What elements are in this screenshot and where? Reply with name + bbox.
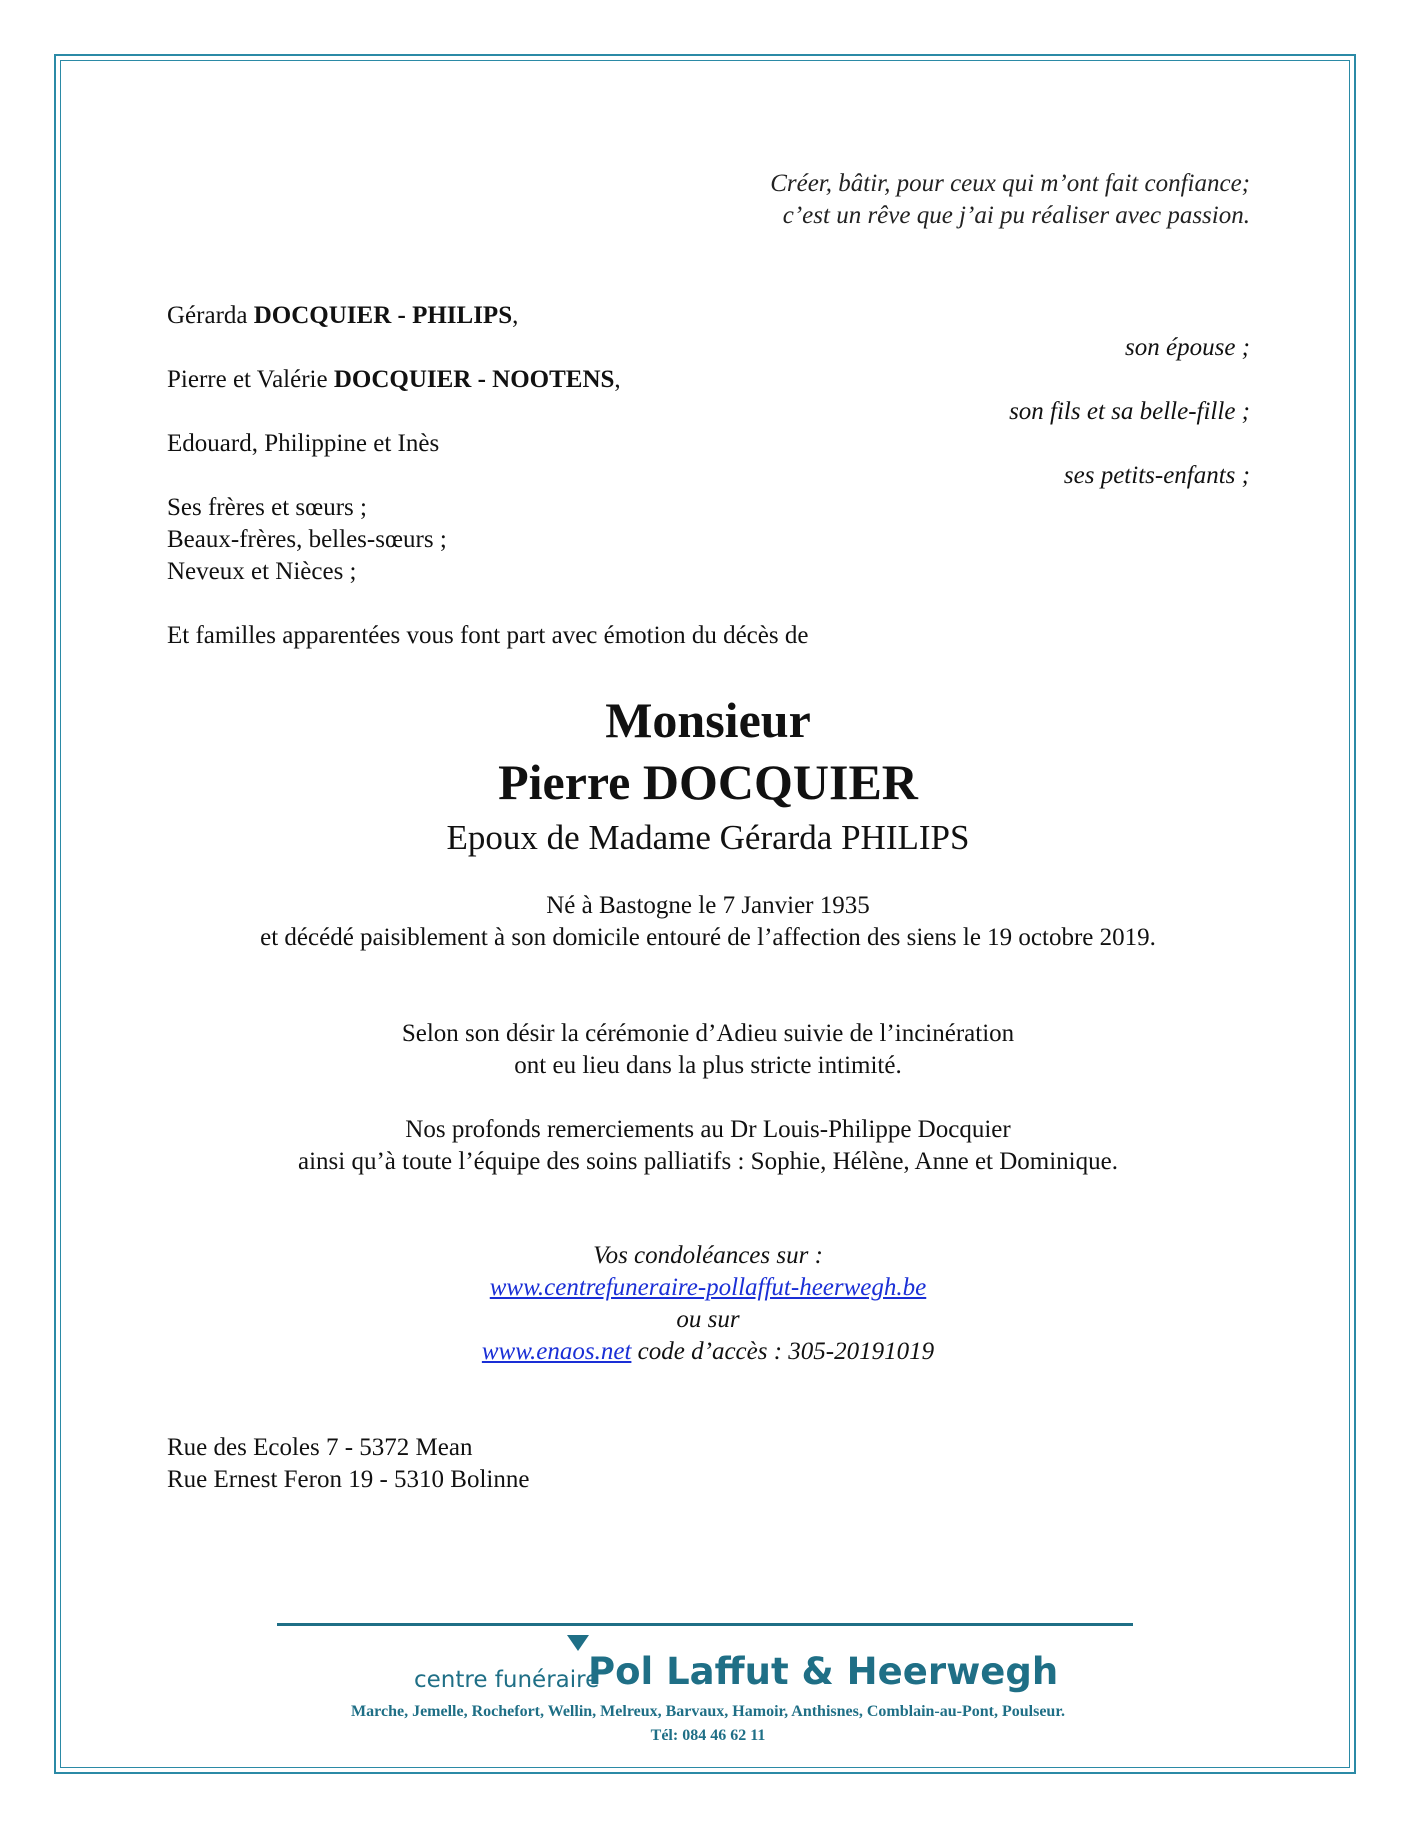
epigraph: [770, 168, 1250, 232]
relatives-line-1: Ses frères et sœurs ;: [167, 494, 367, 521]
logo-subtitle: centre funéraire: [414, 1667, 600, 1693]
logo-brand: Pol Laffut & Heerwegh: [588, 1650, 1059, 1693]
deceased-title: Monsieur: [605, 692, 811, 748]
logo-phone: Tél: 084 46 62 11: [650, 1727, 766, 1744]
relatives-line-2: Beaux-frères, belles-sœurs ;: [167, 526, 447, 553]
address-line-2: Rue Ernest Feron 19 - 5310 Bolinne: [167, 1466, 530, 1493]
family-role-son: son fils et sa belle-fille ;: [1009, 398, 1250, 425]
family-member-spouse: Gérarda DOCQUIER - PHILIPS,: [167, 302, 519, 329]
announcement-text: Et familles apparentées vous font part avec émotion du décès de: [167, 622, 809, 649]
condolences-link-line-2: [0, 1336, 1416, 1368]
condolences-link-1[interactable]: www.centrefuneraire-pollaffut-heerwegh.be: [489, 1274, 927, 1301]
epigraph-line-1: Créer, bâtir, pour ceux qui m’ont fait confiance;: [770, 170, 1250, 197]
family-role-grandchildren: ses petits-enfants ;: [1063, 462, 1250, 489]
address-line-1: Rue des Ecoles 7 - 5372 Mean: [167, 1434, 473, 1461]
thanks-line-2: ainsi qu’à toute l’équipe des soins palliatifs : Sophie, Hélène, Anne et Dominique.: [298, 1148, 1118, 1175]
relatives-line-3: Neveux et Nièces ;: [167, 558, 357, 585]
condolences-or: ou sur: [676, 1306, 740, 1333]
deceased-name: Pierre DOCQUIER: [498, 754, 918, 810]
condolences-link-2[interactable]: www.enaos.net: [481, 1338, 632, 1365]
death-line: et décédé paisiblement à son domicile entouré de l’affection des siens le 19 octobre 2019.: [260, 924, 1156, 951]
thanks-line-1: Nos profonds remerciements au Dr Louis-Philippe Docquier: [405, 1116, 1011, 1143]
access-code: code d’accès : 305-20191019: [631, 1338, 935, 1365]
family-member-son: Pierre et Valérie DOCQUIER - NOOTENS,: [167, 366, 621, 393]
logo-towns: Marche, Jemelle, Rochefort, Wellin, Melreux, Barvaux, Hamoir, Anthisnes, Comblain-au-Pont, Poulseur.: [351, 1703, 1065, 1720]
family-member-grandchildren: Edouard, Philippine et Inès: [167, 430, 440, 457]
deceased-spouse-line: Epoux de Madame Gérarda PHILIPS: [446, 818, 970, 857]
family-role-spouse: son épouse ;: [1125, 334, 1250, 361]
ceremony-line-2: ont eu lieu dans la plus stricte intimité.: [514, 1052, 902, 1079]
condolences-intro: Vos condoléances sur :: [593, 1242, 823, 1269]
ceremony-line-1: Selon son désir la cérémonie d’Adieu suivie de l’incinération: [401, 1020, 1015, 1047]
condolences-link-line-1: [0, 1272, 1416, 1304]
epigraph-line-2: c’est un rêve que j’ai pu réaliser avec passion.: [782, 202, 1250, 229]
birth-line: Né à Bastogne le 7 Janvier 1935: [546, 892, 870, 919]
logo-triangle-icon: [567, 1635, 589, 1651]
logo-divider: [277, 1623, 1133, 1626]
